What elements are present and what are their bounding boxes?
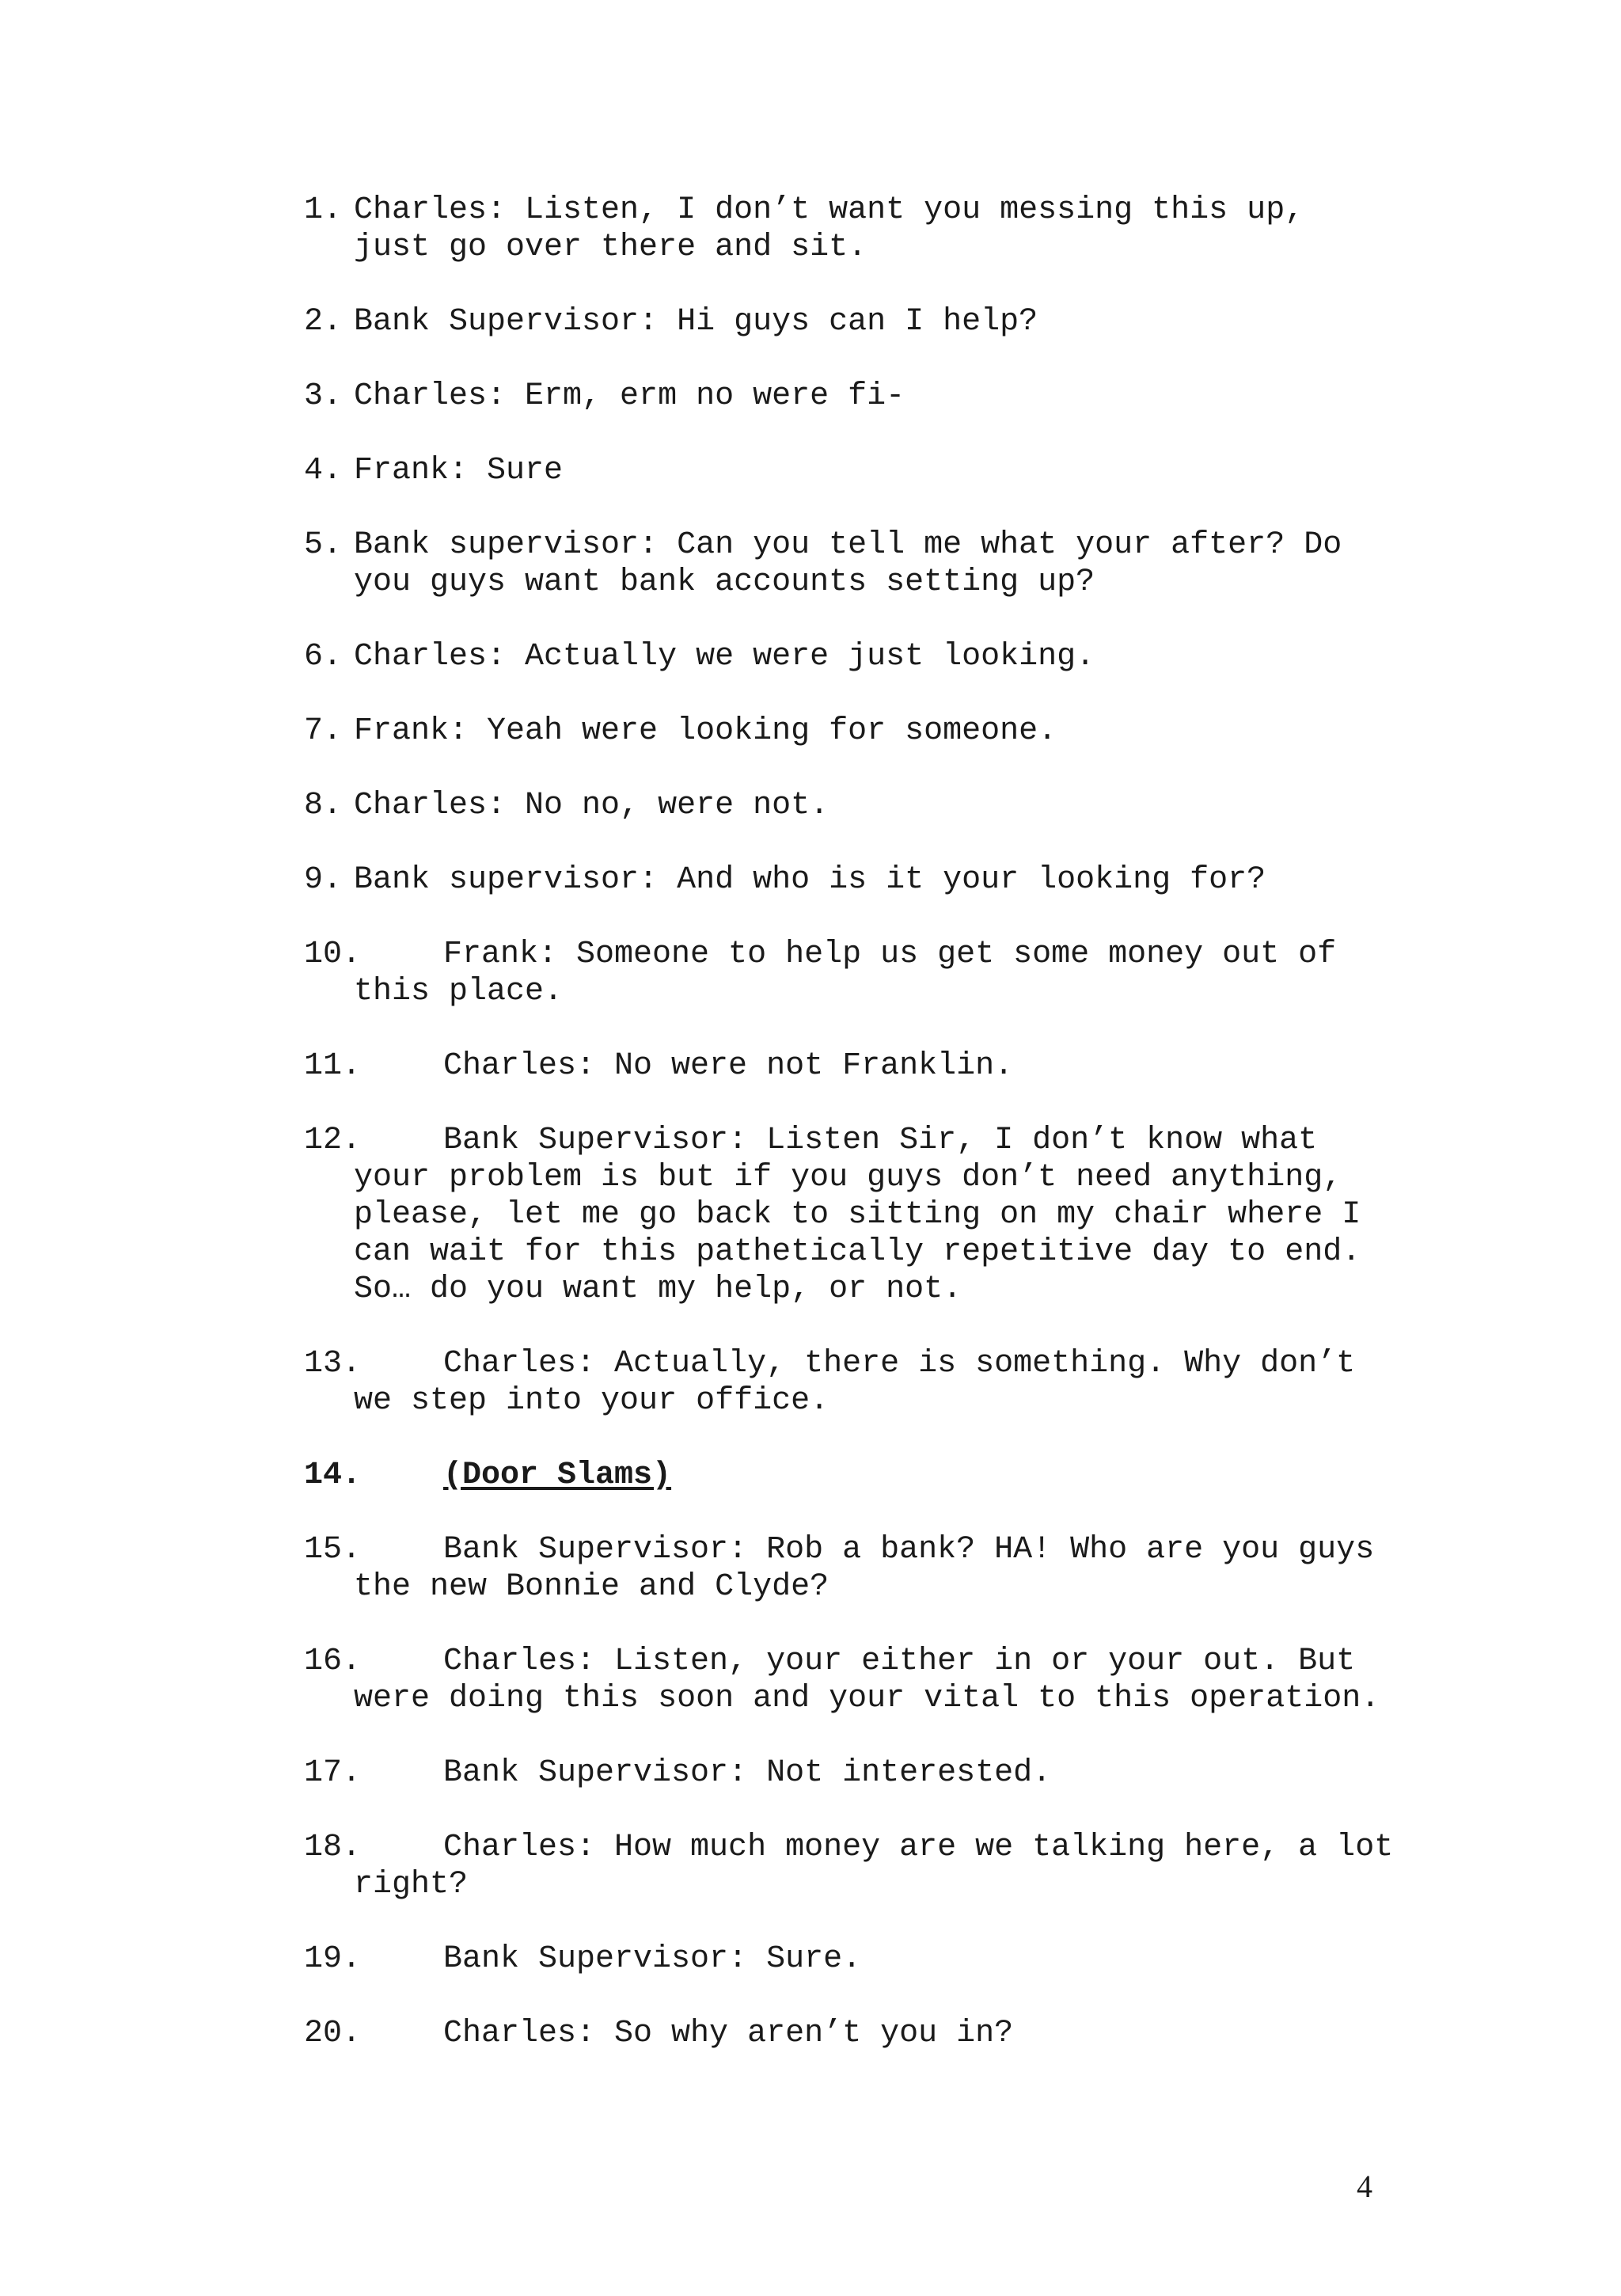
line-text: Frank: Sure (354, 453, 564, 488)
line-text: Charles: Listen, your either in or your out. But were doing this soon and your vital to this operation. (354, 1644, 1380, 1716)
line-number: 5. (304, 527, 343, 563)
line-number: 6. (304, 639, 343, 675)
line-number: 20. (304, 2016, 362, 2051)
line-text: Charles: Actually, there is something. Why don’t we step into your office. (354, 1346, 1356, 1419)
line-text: Bank Supervisor: Hi guys can I help? (354, 304, 1038, 340)
script-line (304, 1345, 1396, 1420)
script-line (304, 1941, 1396, 1978)
line-number: 16. (304, 1644, 362, 1679)
script-line (304, 638, 1396, 675)
script-line (304, 1531, 1396, 1606)
script-line-list (304, 192, 1396, 2089)
line-number: 12. (304, 1123, 362, 1158)
script-line (304, 1829, 1396, 1903)
script-line (304, 1643, 1396, 1717)
line-number: 7. (304, 713, 343, 749)
line-number: 15. (304, 1532, 362, 1568)
line-number: 18. (304, 1830, 362, 1865)
line-text: Bank supervisor: Can you tell me what your after? Do you guys want bank accounts setting up? (354, 527, 1342, 600)
line-text: Charles: No no, were not. (354, 788, 829, 823)
line-text: Bank Supervisor: Not interested. (443, 1755, 1052, 1791)
line-number: 4. (304, 453, 343, 488)
line-text: Charles: No were not Franklin. (443, 1048, 1014, 1084)
line-text: Bank Supervisor: Sure. (443, 1941, 862, 1977)
script-line (304, 192, 1396, 266)
script-line (304, 1122, 1396, 1308)
line-text: Frank: Yeah were looking for someone. (354, 713, 1057, 749)
line-text: Charles: So why aren’t you in? (443, 2016, 1014, 2051)
script-line (304, 1047, 1396, 1085)
script-line (304, 303, 1396, 340)
line-number: 14. (304, 1458, 362, 1493)
line-number: 13. (304, 1346, 362, 1382)
line-text: Frank: Someone to help us get some money out of this place. (354, 937, 1337, 1009)
script-line (304, 936, 1396, 1010)
line-text: Bank supervisor: And who is it your looking for? (354, 862, 1266, 898)
line-number: 19. (304, 1941, 362, 1977)
line-number: 9. (304, 862, 343, 898)
line-text: Charles: Listen, I don’t want you messing this up, just go over there and sit. (354, 192, 1304, 265)
line-text: Bank Supervisor: Rob a bank? HA! Who are you guys the new Bonnie and Clyde? (354, 1532, 1375, 1605)
script-line (304, 526, 1396, 601)
script-line (304, 452, 1396, 489)
stage-direction-text: (Door Slams) (443, 1458, 672, 1493)
line-number: 8. (304, 788, 343, 823)
line-number: 2. (304, 304, 343, 340)
line-number: 17. (304, 1755, 362, 1791)
script-line (304, 713, 1396, 750)
script-line (304, 378, 1396, 415)
script-line (304, 1754, 1396, 1792)
line-text: Charles: Actually we were just looking. (354, 639, 1095, 675)
line-number: 3. (304, 378, 343, 414)
script-line (304, 2015, 1396, 2052)
line-text: Charles: How much money are we talking here, a lot right? (354, 1830, 1394, 1903)
scene-direction (304, 1457, 1396, 1494)
line-text: Charles: Erm, erm no were fi- (354, 378, 905, 414)
line-text: Bank Supervisor: Listen Sir, I don’t know what your problem is but if you guys don’t need anything, please, let me go back to sitting on my chair where I can wait for this pathetically repetitive day to end. So… do you want my help, or not. (354, 1123, 1361, 1307)
line-number: 10. (304, 937, 362, 972)
line-number: 11. (304, 1048, 362, 1084)
script-line (304, 787, 1396, 824)
line-number: 1. (304, 192, 343, 228)
page-number: 4 (1357, 2169, 1372, 2204)
script-line (304, 861, 1396, 899)
